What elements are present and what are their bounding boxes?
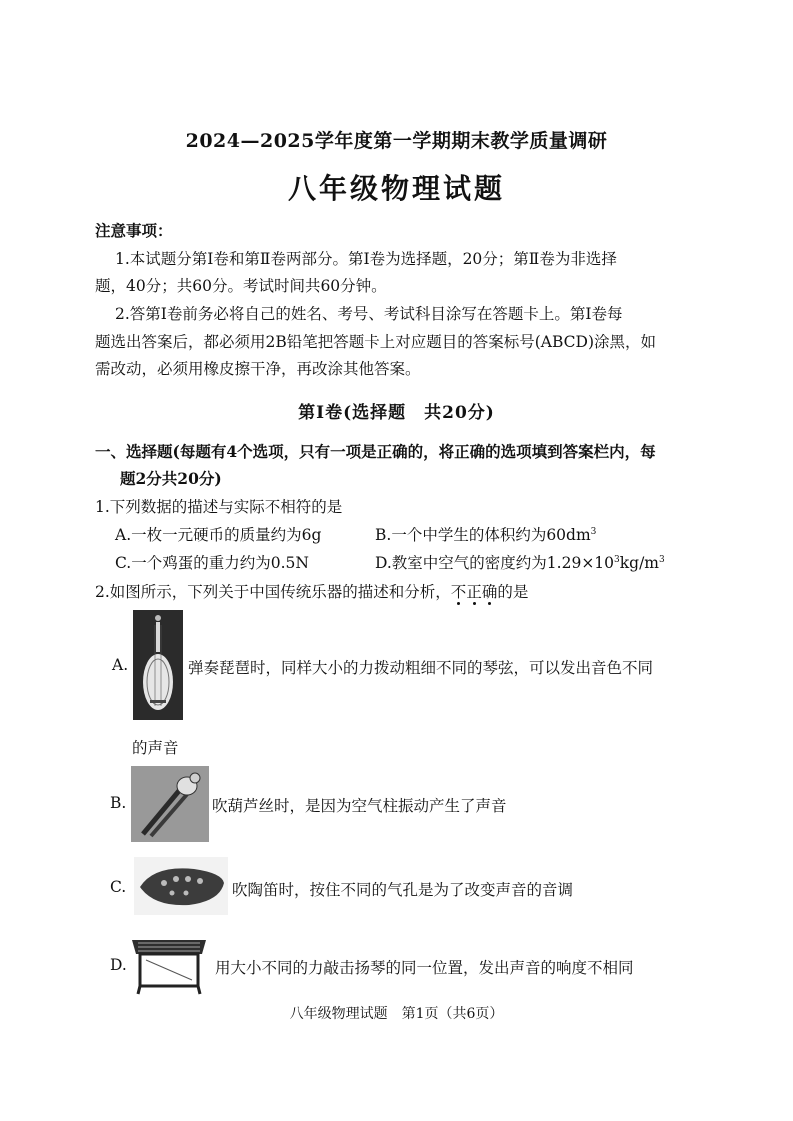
hulusi-photo — [131, 766, 209, 842]
question-2-option-d-label: D. — [110, 956, 127, 974]
question-1-option-d: D.教室中空气的密度约为$1.29\times 10^3kg/m^3$ — [375, 554, 665, 572]
notes-heading: 注意事项： — [95, 221, 173, 240]
notes-line-3: 2.答第Ⅰ卷前务必将自己的姓名、考号、考试科目涂写在答题卡上。第Ⅰ卷每 — [115, 305, 623, 323]
page-footer: 八年级物理试题 第1页（共6页） — [289, 1006, 504, 1022]
emphasis-char: 确 — [482, 580, 498, 602]
question-1-option-a: A.一枚一元硬币的质量约为6g — [115, 526, 322, 544]
question-2-option-a-label: A. — [112, 656, 129, 674]
emphasis-char: 不 — [451, 580, 467, 602]
part-instruction-1: 一、选择题(每题有4个选项，只有一项是正确的，将正确的选项填到答案栏内，每 — [95, 442, 656, 461]
question-2-option-d-text: 用大小不同的力敲击扬琴的同一位置，发出声音的响度不相同 — [215, 959, 634, 977]
yangqin-photo — [128, 930, 210, 996]
notes-line-4: 题选出答案后，都必须用2B铅笔把答题卡上对应题目的答案标号(ABCD)涂黑，如 — [95, 333, 657, 351]
ocarina-photo — [134, 857, 228, 915]
question-1-option-b: B.一个中学生的体积约为$60dm^3$ — [375, 526, 597, 544]
question-2-option-b-text: 吹葫芦丝时，是因为空气柱振动产生了声音 — [212, 797, 507, 815]
section-heading: 第Ⅰ卷(选择题 共20分) — [298, 403, 495, 423]
question-2-option-c-label: C. — [110, 878, 127, 896]
exam-subtitle: 八年级物理试题 — [287, 172, 505, 205]
question-1-stem: 1.下列数据的描述与实际不相符的是 — [95, 498, 343, 516]
pipa-photo — [133, 610, 183, 720]
question-2-option-a-text: 弹奏琵琶时，同样大小的力拨动粗细不同的琴弦，可以发出音色不同 — [188, 659, 654, 677]
question-2-option-a-text-cont: 的声音 — [132, 739, 179, 757]
question-1-option-c: C.一个鸡蛋的重力约为0.5N — [115, 554, 309, 572]
exam-title: 2024—2025学年度第一学期期末教学质量调研 — [185, 130, 608, 152]
notes-line-2: 题，40分；共60分。考试时间共60分钟。 — [95, 277, 387, 295]
question-2-option-c-text: 吹陶笛时，按住不同的气孔是为了改变声音的音调 — [232, 881, 574, 899]
notes-line-1: 1.本试题分第Ⅰ卷和第Ⅱ卷两部分。第Ⅰ卷为选择题，20分；第Ⅱ卷为非选择 — [115, 250, 617, 268]
notes-line-5: 需改动，必须用橡皮擦干净，再改涂其他答案。 — [95, 360, 421, 378]
emphasis-char: 正 — [466, 580, 482, 602]
question-2-stem: 2.如图所示，下列关于中国传统乐器的描述和分析，不正确的是 — [95, 580, 528, 602]
part-instruction-2: 题2分共20分) — [120, 469, 222, 488]
question-2-option-b-label: B. — [110, 794, 127, 812]
